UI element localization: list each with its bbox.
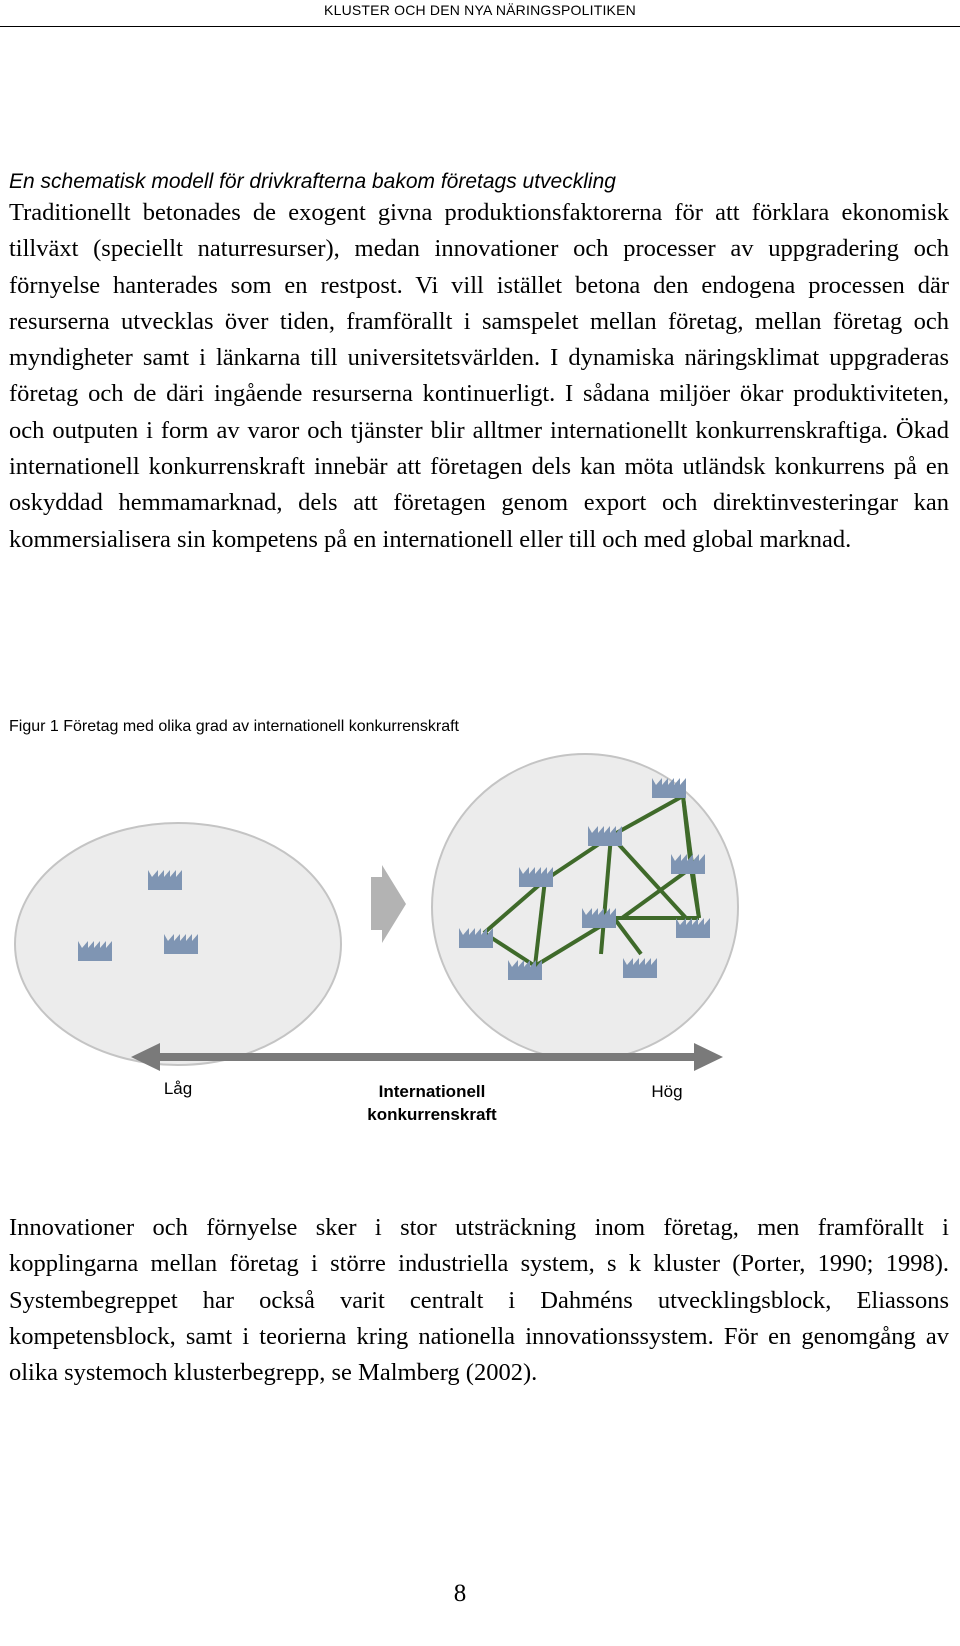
axis-high-label: Hög [651,1082,683,1101]
axis-center-label-line2: konkurrenskraft [367,1105,497,1124]
axis-center-label-line1: Internationell [378,1082,486,1101]
transition-arrow [371,865,406,943]
body-paragraph-2: Innovationer och förnyelse sker i stor utsträckning inom företag, men framförallt i kopplingarna mellan företag i större industriella system, s k kluster (Porter, 1990; 1998). Systembegreppet har också varit centralt i Dahméns utvecklingsblock, Eliassons kompetensblock, samt i teorierna kring nationella innovationssystem. För en genomgång av olika systemoch klusterbegrepp, se Malmberg (2002). [9,1214,949,1387]
body-paragraph-1: Traditionellt betonades de exogent givna produktionsfaktorerna för att förklara ekonomisk tillväxt (speciellt naturresurser), medan innovationer och processer av uppgradering och förnyelse hanterades som en restpost. Vi vill istället betona den endogena processen där resurserna utvecklas över tiden, framförallt i samspelet mellan företag, mellan företag och myndigheter samt i länkarna till universitetsvärlden. I dynamiska näringsklimat uppgraderas företag och de däri ingående resurserna kontinuerligt. I sådana miljöer ökar produktiviteten, och outputen i form av varor och tjänster blir alltmer internationellt konkurrenskraftiga. Ökad internationell konkurrenskraft innebär att företagen dels kan möta utländsk konkurrens på en oskyddad hemmamarknad, dels att företagen genom export och direktinvesteringar kan kommersialisera sin kompetens på en internationell eller till och med global marknad. [9,199,949,553]
cluster-figure [0,740,960,1160]
axis-low-label: Låg [163,1079,193,1098]
right-cluster-circle [432,754,738,1060]
page-number: 8 [453,1580,467,1607]
running-header: KLUSTER OCH DEN NYA NÄRINGSPOLITIKEN [324,2,636,18]
header-rule [0,26,960,27]
figure-caption: Figur 1 Företag med olika grad av internationell konkurrenskraft [9,718,459,735]
section-heading: En schematisk modell för drivkrafterna bakom företags utveckling [9,170,616,193]
